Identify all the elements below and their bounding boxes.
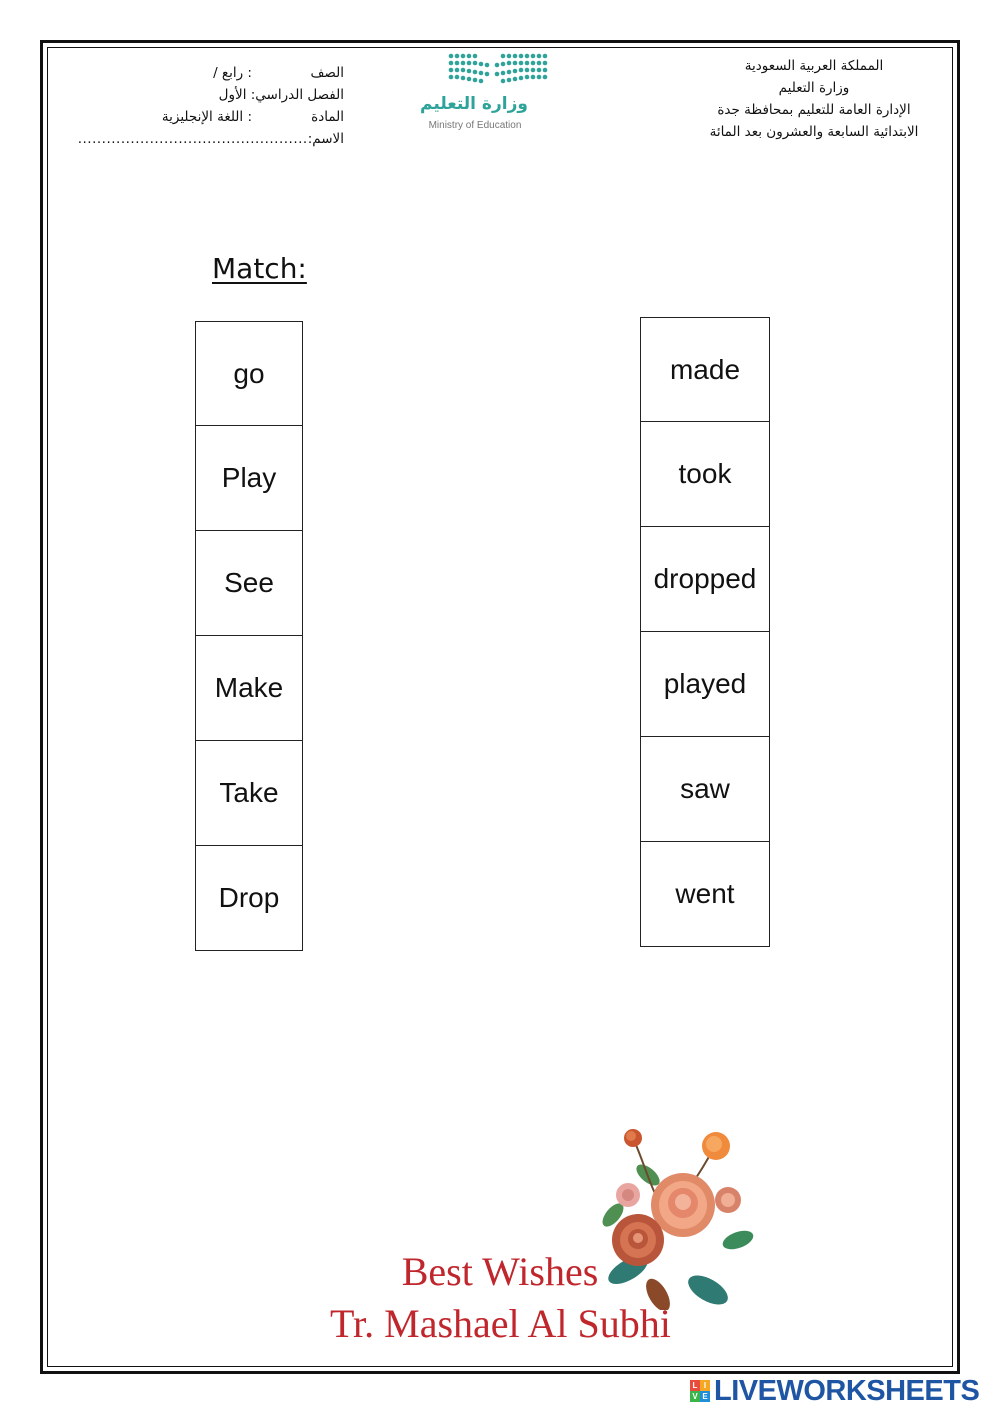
subject-value: : اللغة الإنجليزية bbox=[161, 109, 252, 125]
name-row bbox=[72, 128, 344, 150]
liveworksheets-brand[interactable] bbox=[690, 1376, 979, 1406]
left-word-cell[interactable]: Drop bbox=[195, 846, 303, 951]
left-word-cell[interactable]: Play bbox=[195, 426, 303, 531]
right-word-cell[interactable]: took bbox=[640, 422, 770, 527]
liveworksheets-wordmark: LIVEWORKSHEETS bbox=[714, 1374, 980, 1407]
ministry-logo-english: Ministry of Education bbox=[428, 120, 522, 131]
best-wishes-text: Best Wishes bbox=[401, 1249, 599, 1294]
term-value: : الأول bbox=[218, 87, 256, 103]
left-word-column bbox=[195, 321, 303, 951]
term-row bbox=[72, 84, 344, 106]
name-field[interactable]: ................................................ bbox=[77, 131, 308, 147]
right-word-cell[interactable]: played bbox=[640, 632, 770, 737]
right-word-cell[interactable]: saw bbox=[640, 737, 770, 842]
grade-row bbox=[72, 62, 344, 84]
teacher-signature-text: Tr. Mashael Al Subhi bbox=[330, 1301, 671, 1346]
header-directorate: الإدارة العامة للتعليم بمحافظة جدة bbox=[717, 102, 911, 118]
ministry-logo bbox=[415, 48, 550, 138]
header-kingdom: المملكة العربية السعودية bbox=[744, 58, 884, 74]
left-word-cell[interactable]: go bbox=[195, 321, 303, 426]
right-word-cell[interactable]: dropped bbox=[640, 527, 770, 632]
exercise-title: Match: bbox=[212, 252, 307, 285]
left-word-cell[interactable]: Make bbox=[195, 636, 303, 741]
grade-value: : رابع / bbox=[213, 65, 252, 81]
roses-illustration-icon bbox=[588, 1120, 758, 1310]
liveworksheets-logo-icon: L I V E bbox=[690, 1380, 710, 1402]
school-header bbox=[684, 55, 944, 143]
name-label: الاسم: bbox=[307, 131, 344, 147]
header-school: الابتدائية السابعة والعشرون بعد المائة bbox=[709, 124, 919, 140]
left-word-cell[interactable]: See bbox=[195, 531, 303, 636]
subject-row bbox=[72, 106, 344, 128]
student-info bbox=[72, 62, 344, 150]
page-border-inner bbox=[47, 47, 953, 1367]
left-word-cell[interactable]: Take bbox=[195, 741, 303, 846]
subject-label: المادة bbox=[311, 109, 344, 125]
ministry-logo-arabic: وزارة التعليم bbox=[420, 94, 528, 114]
right-word-column bbox=[640, 317, 770, 947]
ministry-logo-dots-icon bbox=[415, 48, 555, 94]
term-label: الفصل الدراسي bbox=[255, 87, 344, 103]
grade-label: الصف bbox=[310, 65, 344, 81]
right-word-cell[interactable]: went bbox=[640, 842, 770, 947]
right-word-cell[interactable]: made bbox=[640, 317, 770, 422]
header-ministry: وزارة التعليم bbox=[778, 80, 850, 96]
